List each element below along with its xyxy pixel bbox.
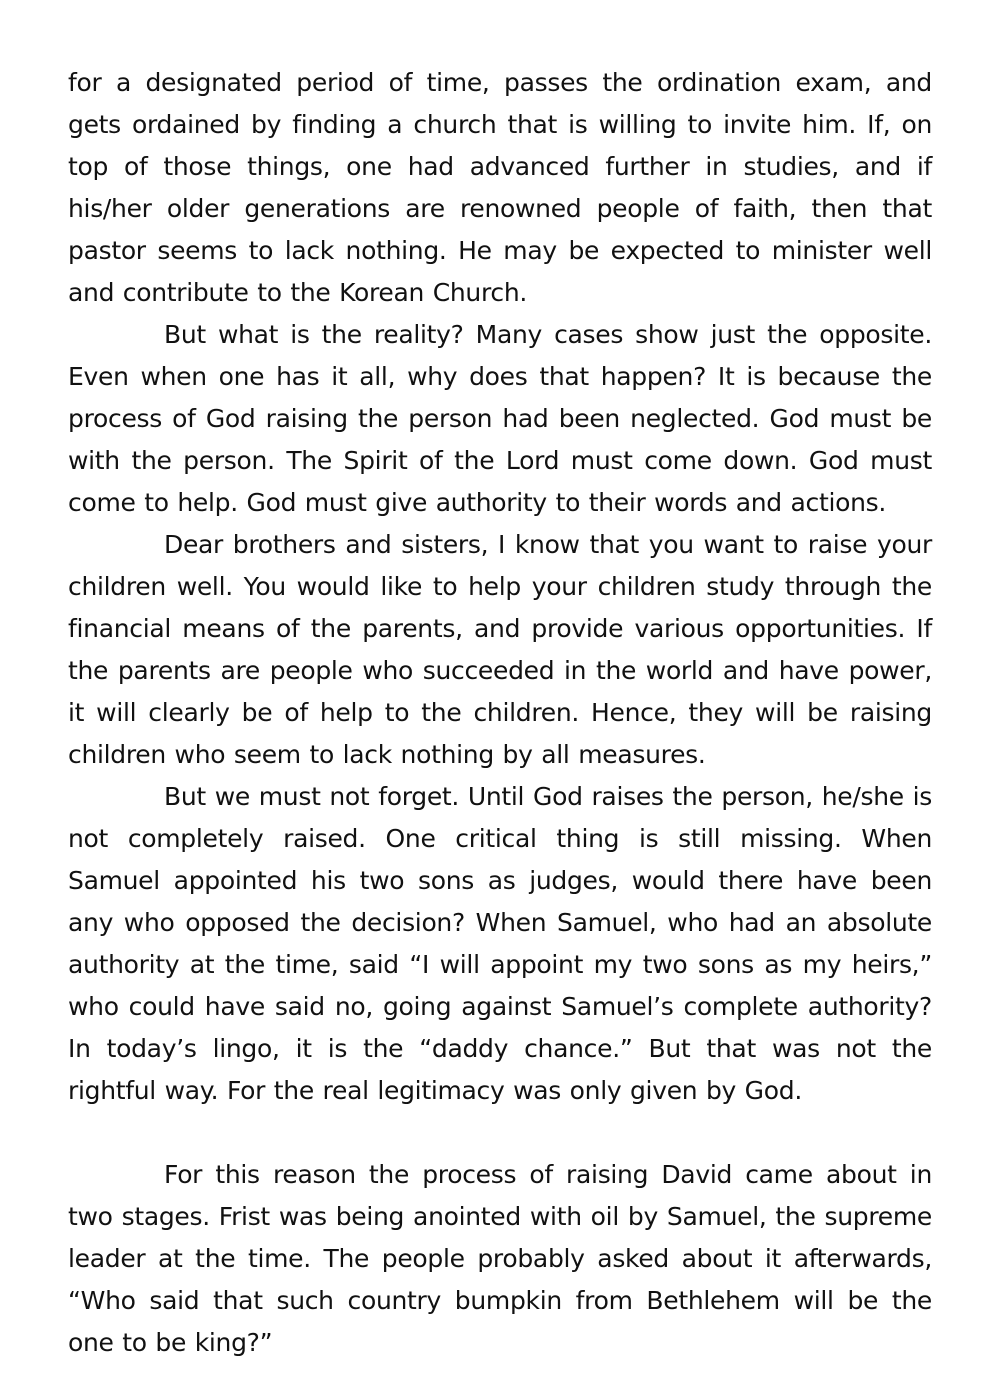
paragraph-spacer xyxy=(68,1112,932,1154)
paragraph-must-not-forget: But we must not forget. Until God raises the person, he/she is not completely raised. One critical thing is still missing. When Samuel appointed his two sons as judges, would there have been any who opposed the decision? When Samuel, who had an absolute authority at the time, said “I will appoint my two sons as my heirs,” who could have said no, going against Samuel’s complete authority? In today’s lingo, it is the “daddy chance.” But that was not the rightful way. For the real legitimacy was only given by God. xyxy=(68,782,932,1105)
paragraph-raising-children: Dear brothers and sisters, I know that you want to raise your children well. You would like to help your children study through the financial means of the parents, and provide various opportunities. If the parents are people who succeeded in the world and have power, it will clearly be of help to the children. Hence, they will be raising children who seem to lack nothing by all measures. xyxy=(68,530,932,769)
paragraph-reality: But what is the reality? Many cases show just the opposite. Even when one has it all, why does that happen? It is because the process of God raising the person had been neglected. God must be with the person. The Spirit of the Lord must come down. God must come to help. God must give authority to their words and actions. xyxy=(68,320,932,517)
paragraph-continuation: for a designated period of time, passes the ordination exam, and gets ordained by finding a church that is willing to invite him. If, on top of those things, one had advanced further in studies, and if his/her older generations are renowned people of faith, then that pastor seems to lack nothing. He may be expected to minister well and contribute to the Korean Church. xyxy=(68,68,932,307)
document-body xyxy=(68,62,932,1364)
paragraph-two-stages: For this reason the process of raising David came about in two stages. Frist was being anointed with oil by Samuel, the supreme leader at the time. The people probably asked about it afterwards, “Who said that such country bumpkin from Bethlehem will be the one to be king?” xyxy=(68,1160,932,1357)
